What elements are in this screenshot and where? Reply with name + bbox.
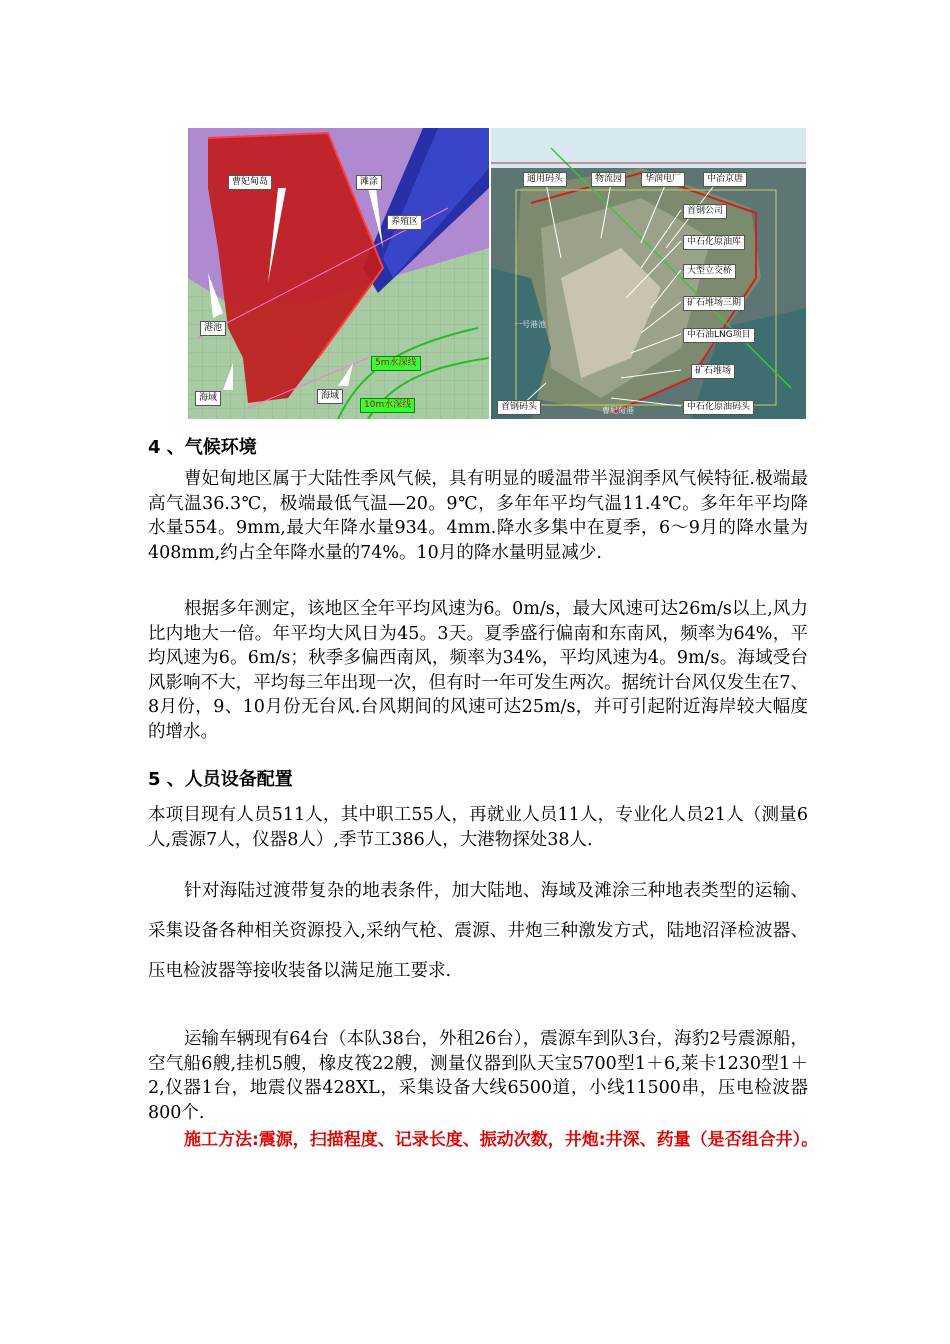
staff-heading: 5 、人员设备配置 (148, 769, 293, 790)
label-harbor-1: 一号港池 (514, 320, 546, 329)
label-shougang: 首钢公司 (683, 204, 727, 219)
staff-paragraph-2: 针对海陆过渡带复杂的地表条件，加大陆地、海域及滩涂三种地表类型的运输、采集设备各种相关资源投入,采纳气枪、震源、井炮三种激发方式，陆地沼泽检波器、压电检波器等接收装备以满足施工要求. (148, 881, 808, 981)
label-ore-yard: 矿石堆场 (691, 364, 735, 379)
label-interchange: 大型立交桥 (683, 264, 736, 279)
climate-paragraph-1: 曹妃甸地区属于大陆性季风气候，具有明显的暖温带半湿润季风气候特征.极端最高气温36.3℃，极端最低气温—20。9℃，多年年平均气温11.4℃。多年年平均降水量554。9mm,最大年降水量934。4mm.降水多集中在夏季，6～9月的降水量为408mm,约占全年降水量的74%。10月的降水量明显减少. (148, 469, 808, 563)
label-tidal-flat: 滩涂 (356, 175, 382, 190)
right-area-map (491, 128, 806, 419)
label-logistics-park: 物流园 (591, 172, 626, 187)
label-petrochina-lng: 中石油LNG项目 (683, 328, 755, 343)
label-general-wharf: 通用码头 (523, 172, 567, 187)
climate-heading: 4 、气候环境 (148, 437, 257, 458)
left-map-graphic (188, 128, 489, 419)
label-aquaculture: 养殖区 (387, 215, 422, 230)
label-sea-2: 海域 (317, 389, 343, 404)
label-depth-10m: 10m水深线 (360, 398, 415, 413)
label-huarun-plant: 华润电厂 (641, 172, 685, 187)
label-ore-yard-3: 矿石堆场三期 (683, 296, 745, 311)
staff-paragraph-3: 运输车辆现有64台（本队38台，外租26台），震源车到队3台，海豹2号震源船，空气船6艘,挂机5艘，橡皮筏22艘，测量仪器到队天宝5700型1＋6,莱卡1230型1＋2,仪器1台，地震仪器428XL，采集设备大线6500道，小线11500串，压电检波器800个. (148, 1029, 808, 1123)
method-note: 施工方法:震源，扫描程度、记录长度、振动次数，井炮:井深、药量（是否组合井）。 (184, 1130, 819, 1150)
label-caofeidian-port: 曹妃甸港 (602, 406, 634, 415)
label-sea-1: 海域 (195, 391, 221, 406)
label-harbor-pool: 港池 (200, 321, 226, 336)
label-island: 曹妃甸岛 (228, 175, 272, 190)
label-shougang-wharf: 首钢码头 (497, 400, 541, 415)
label-depth-5m: 5m水深线 (371, 356, 421, 371)
label-zhongye-jingtang: 中冶京唐 (703, 172, 747, 187)
label-sinopec-wharf: 中石化原油码头 (683, 400, 754, 415)
left-area-map (188, 128, 489, 419)
label-sinopec-depot: 中石化原油库 (683, 235, 745, 250)
staff-paragraph-1: 本项目现有人员511人，其中职工55人，再就业人员11人，专业化人员21人（测量6人,震源7人，仪器8人）,季节工386人，大港物探处38人. (148, 805, 808, 850)
climate-paragraph-2: 根据多年测定，该地区全年平均风速为6。0m/s，最大风速可达26m/s以上,风力比内地大一倍。年平均大风日为45。3天。夏季盛行偏南和东南风，频率为64%，平均风速为6。6m/s；秋季多偏西南风，频率为34%，平均风速为4。9m/s。海域受台风影响不大，平均每三年出现一次，但有时一年可发生两次。据统计台风仅发生在7、8月份，9、10月份无台风.台风期间的风速可达25m/s，并可引起附近海岸较大幅度的增水。 (148, 599, 808, 742)
